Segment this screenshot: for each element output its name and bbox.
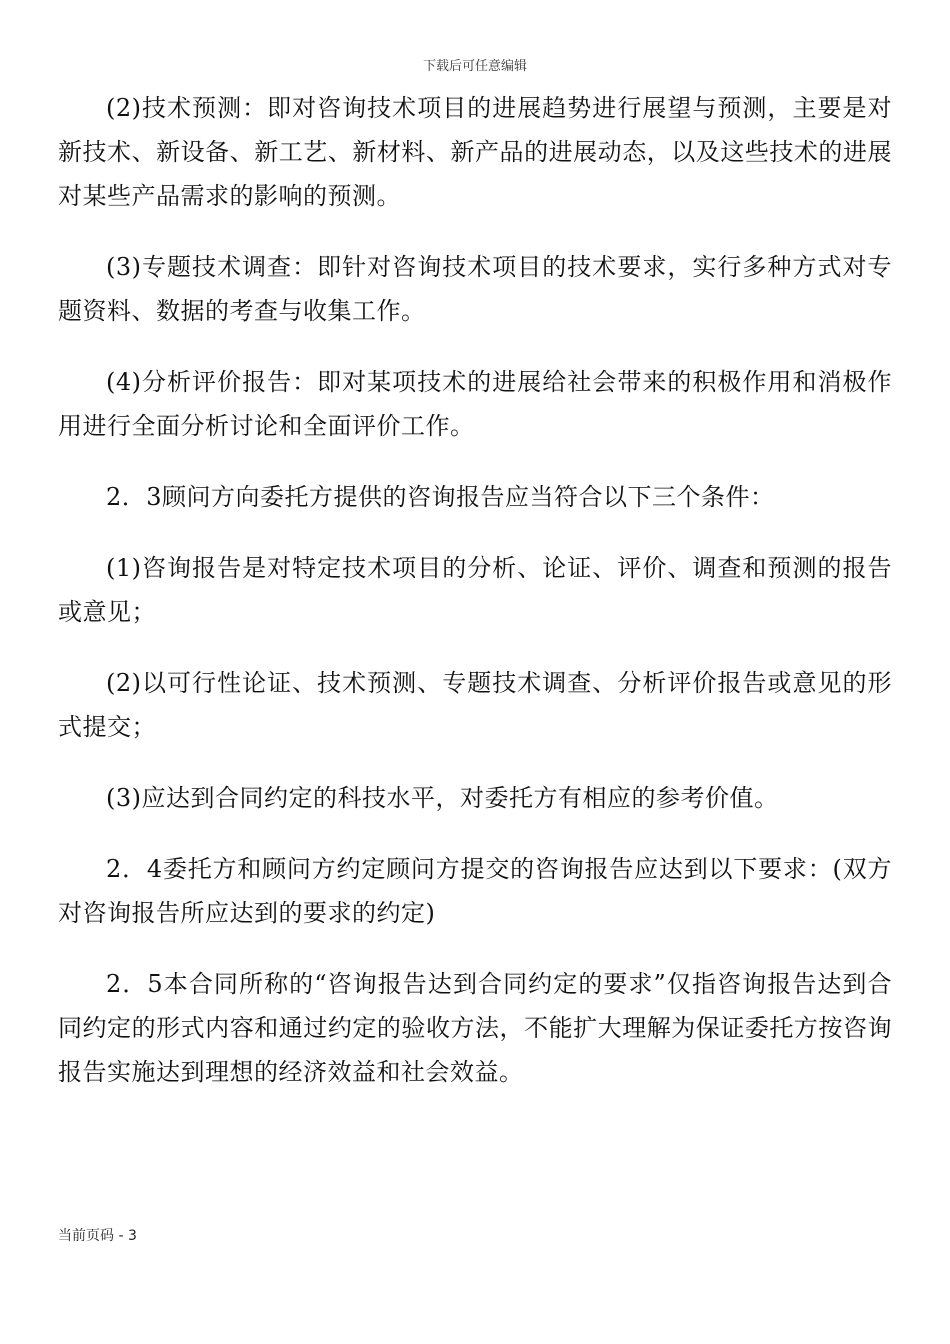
paragraph-analysis-report: (4)分析评价报告：即对某项技术的进展给社会带来的积极作用和消极作用进行全面分析讨论和全面评价工作。 [58, 368, 892, 440]
paragraph-clause-2-3: 2．3顾问方向委托方提供的咨询报告应当符合以下三个条件： [106, 483, 775, 511]
paragraph-clause-2-5: 2．5本合同所称的“咨询报告达到合同约定的要求”仅指咨询报告达到合同约定的形式内容和通过约定的验收方法，不能扩大理解为保证委托方按咨询报告实施达到理想的经济效益和社会效益。 [58, 970, 892, 1086]
paragraph-condition-1: (1)咨询报告是对特定技术项目的分析、论证、评价、调查和预测的报告或意见； [58, 554, 892, 626]
paragraph-condition-2: (2)以可行性论证、技术预测、专题技术调查、分析评价报告或意见的形式提交； [58, 669, 892, 741]
page-number-footer: 当前页码 - 3 [58, 1228, 137, 1244]
paragraph-clause-2-4: 2．4委托方和顾问方约定顾问方提交的咨询报告应达到以下要求：(双方对咨询报告所应达到的要求的约定) [58, 855, 892, 927]
page-header-note: 下载后可任意编辑 [422, 59, 527, 74]
paragraph-topic-survey: (3)专题技术调查：即针对咨询技术项目的技术要求，实行多种方式对专题资料、数据的考查与收集工作。 [58, 253, 892, 325]
document-body [58, 86, 892, 1121]
paragraph-technical-forecast: (2)技术预测：即对咨询技术项目的进展趋势进行展望与预测，主要是对新技术、新设备、新工艺、新材料、新产品的进展动态，以及这些技术的进展对某些产品需求的影响的预测。 [58, 94, 892, 210]
paragraph-condition-3: (3)应达到合同约定的科技水平，对委托方有相应的参考价值。 [106, 784, 779, 812]
